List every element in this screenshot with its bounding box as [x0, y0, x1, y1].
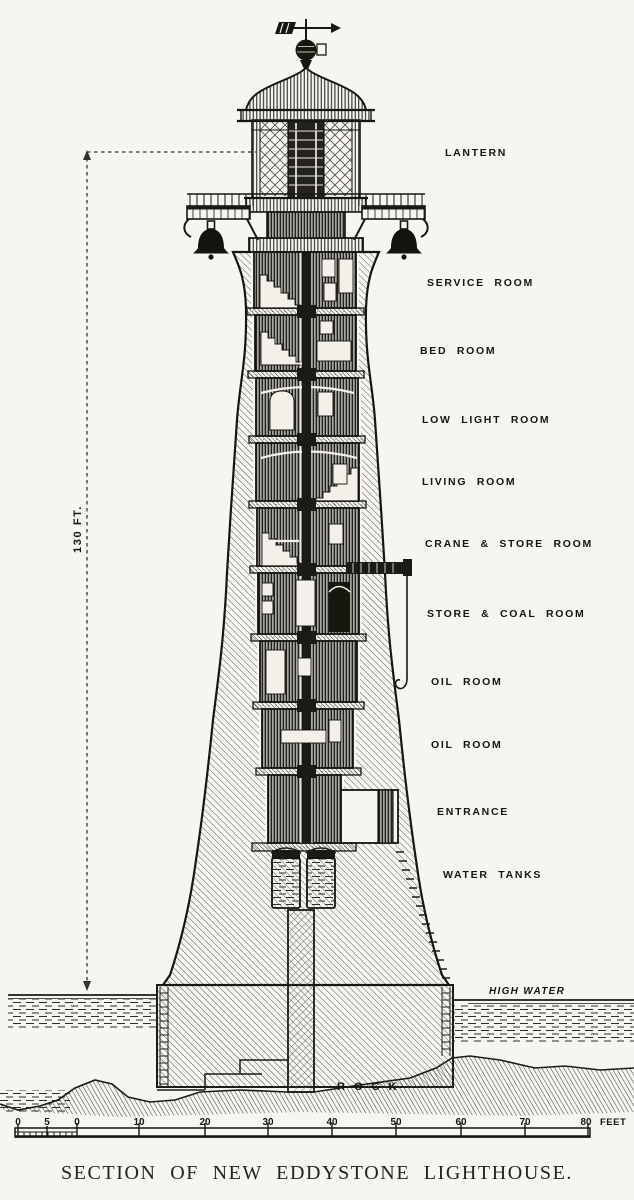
label-bed-room: BED ROOM — [420, 345, 497, 357]
scale-tick-10: 10 — [133, 1117, 145, 1128]
label-entrance: ENTRANCE — [437, 806, 509, 818]
scale-tick-60: 60 — [455, 1117, 467, 1128]
central-shaft — [288, 910, 314, 1092]
label-living-room: LIVING ROOM — [422, 476, 517, 488]
caption-title: SECTION OF NEW EDDYSTONE LIGHTHOUSE. — [60, 1162, 574, 1184]
scale-tick-20: 20 — [199, 1117, 211, 1128]
label-oil-room-upper: OIL ROOM — [431, 676, 503, 688]
label-lantern: LANTERN — [445, 147, 508, 159]
finial-ball — [296, 40, 327, 70]
height-dimension-label: 130 FT. — [72, 505, 84, 553]
scale-tick-40: 40 — [326, 1117, 338, 1128]
entrance-passage — [341, 790, 398, 843]
weather-vane-icon — [275, 19, 341, 41]
scale-tick-30: 30 — [262, 1117, 274, 1128]
lamp-column-icon — [288, 122, 324, 198]
label-low-light-room: LOW LIGHT ROOM — [422, 414, 551, 426]
bell-icon-right — [386, 219, 428, 260]
label-crane-store-room: CRANE & STORE ROOM — [425, 538, 593, 550]
scale-bar — [15, 1123, 590, 1137]
scale-tick-80: 80 — [580, 1117, 592, 1128]
label-water-tanks: WATER TANKS — [443, 869, 543, 881]
gallery — [184, 194, 427, 260]
lantern — [252, 120, 360, 198]
scale-tick-5: 5 — [44, 1117, 50, 1128]
rock-label: ROCK — [337, 1081, 406, 1093]
label-store-coal-room: STORE & COAL ROOM — [427, 608, 586, 620]
label-oil-room-lower: OIL ROOM — [431, 739, 503, 751]
rooms — [247, 249, 366, 851]
scale-unit-label: FEET — [600, 1117, 627, 1128]
label-service-room: SERVICE ROOM — [427, 277, 534, 289]
high-water-label: HIGH WATER — [489, 986, 566, 997]
scale-tick-0a: 0 — [15, 1117, 21, 1128]
scale-tick-70: 70 — [519, 1117, 531, 1128]
dome — [237, 68, 375, 121]
bell-icon-left — [184, 219, 229, 260]
scale-tick-50: 50 — [390, 1117, 402, 1128]
scale-tick-0b: 0 — [74, 1117, 80, 1128]
